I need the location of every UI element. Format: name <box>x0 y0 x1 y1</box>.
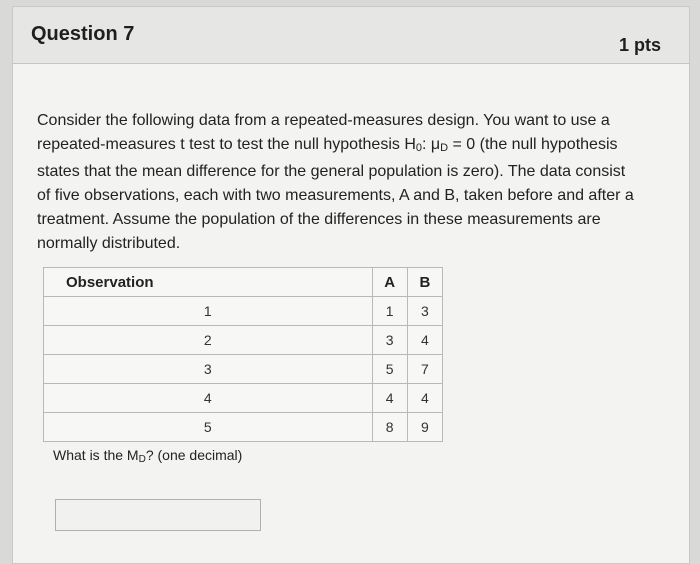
prompt-text-1: Consider the following data from a repeated-measures design. You want to use a repeated-measures t test to test the null hypothesis H <box>37 112 610 153</box>
answer-question <box>53 447 242 465</box>
cell-a: 3 <box>372 326 407 355</box>
column-header-a: A <box>372 268 407 297</box>
cell-b: 9 <box>407 413 442 442</box>
table-row <box>44 355 443 384</box>
cell-b: 3 <box>407 297 442 326</box>
question-prompt <box>37 109 637 256</box>
table-row <box>44 413 443 442</box>
column-header-b: B <box>407 268 442 297</box>
cell-observation: 1 <box>44 297 373 326</box>
question-card <box>12 6 690 564</box>
cell-a: 5 <box>372 355 407 384</box>
question-text-1: What is the M <box>53 447 139 463</box>
cell-observation: 2 <box>44 326 373 355</box>
question-text-2: ? (one decimal) <box>145 447 243 463</box>
prompt-text-3: = 0 (the null hypothesis states that the mean difference for the general population is zero). The data consist of five observations, each with two measurements, A and B, taken before and after a treatment. Assume the population of the differences in these measurements are normally distributed. <box>37 136 634 252</box>
mu-subscript: D <box>440 142 449 154</box>
md-subscript: D <box>138 454 146 465</box>
column-header-observation: Observation <box>44 268 373 297</box>
cell-a: 4 <box>372 384 407 413</box>
cell-observation: 4 <box>44 384 373 413</box>
table-row <box>44 326 443 355</box>
cell-a: 1 <box>372 297 407 326</box>
answer-input[interactable] <box>55 499 261 531</box>
cell-a: 8 <box>372 413 407 442</box>
table-row <box>44 384 443 413</box>
table-row <box>44 297 443 326</box>
prompt-text-2: : μ <box>422 136 441 153</box>
cell-observation: 3 <box>44 355 373 384</box>
table-header-row <box>44 268 443 297</box>
cell-b: 4 <box>407 326 442 355</box>
cell-b: 4 <box>407 384 442 413</box>
cell-b: 7 <box>407 355 442 384</box>
cell-observation: 5 <box>44 413 373 442</box>
question-title: Question 7 <box>31 23 135 45</box>
points-label: 1 pts <box>618 35 661 55</box>
h-subscript: 0 <box>415 142 422 154</box>
question-header <box>13 7 689 64</box>
data-table <box>43 267 443 442</box>
